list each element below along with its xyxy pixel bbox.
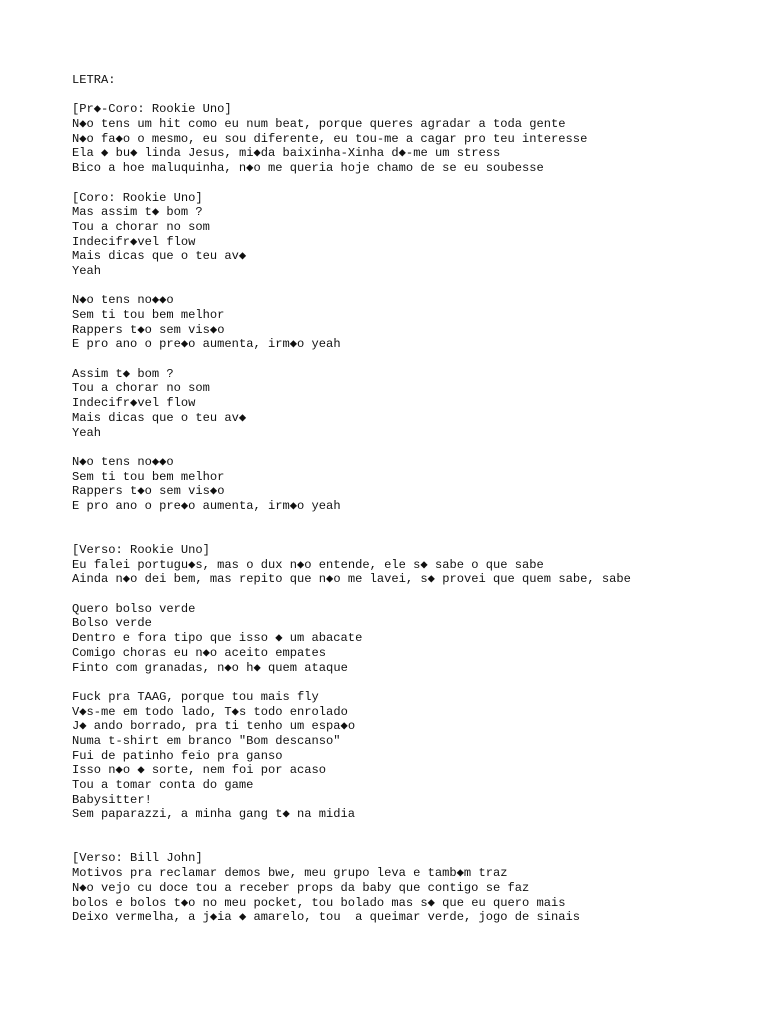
blank-line	[72, 279, 752, 294]
lyric-line: Rappers t◆o sem vis◆o	[72, 322, 225, 337]
section-header: [Verso: Rookie Uno]	[72, 543, 210, 557]
lyric-line: Eu falei portugu◆s, mas o dux n◆o entende, ele s◆ sabe o que sabe	[72, 557, 544, 572]
lyric-line: E pro ano o pre◆o aumenta, irm◆o yeah	[72, 337, 341, 352]
blank-line	[72, 440, 752, 455]
lyric-line: Rappers t◆o sem vis◆o	[72, 484, 225, 499]
lyric-line: J◆ ando borrado, pra ti tenho um espa◆o	[72, 719, 356, 734]
lyric-line: Quero bolso verde	[72, 601, 196, 616]
blank-line	[72, 352, 752, 367]
blank-line	[72, 837, 752, 852]
lyric-line: N◆o tens no◆◆o	[72, 454, 174, 469]
lyric-line: N◆o fa◆o o mesmo, eu sou diferente, eu tou-me a cagar pro teu interesse	[72, 131, 588, 146]
lyric-line: V◆s-me em todo lado, T◆s todo enrolado	[72, 704, 348, 719]
lyric-line: Tou a chorar no som	[72, 381, 210, 396]
lyric-line: Deixo vermelha, a j◆ia ◆ amarelo, tou a queimar verde, jogo de sinais	[72, 910, 581, 925]
blank-line	[72, 88, 752, 103]
lyric-line: Sem ti tou bem melhor	[72, 308, 225, 322]
lyric-line: N◆o vejo cu doce tou a receber props da baby que contigo se faz	[72, 880, 530, 895]
section-header: [Pr◆-Coro: Rookie Uno]	[72, 102, 232, 117]
lyric-line: Numa t-shirt em branco "Bom descanso"	[72, 733, 341, 748]
blank-line	[72, 528, 752, 543]
section-header: [Verso: Bill John]	[72, 851, 203, 866]
blank-line	[72, 822, 752, 837]
lyric-line: Fuck pra TAAG, porque tou mais fly	[72, 689, 319, 704]
blank-line	[72, 514, 752, 529]
lyric-line: Mais dicas que o teu av◆	[72, 249, 247, 264]
blank-line	[72, 675, 752, 690]
lyric-line: Ainda n◆o dei bem, mas repito que n◆o me lavei, s◆ provei que quem sabe, sabe	[72, 572, 631, 587]
lyric-line: Yeah	[72, 263, 102, 278]
lyric-line: Bico a hoe maluquinha, n◆o me queria hoje chamo de se eu soubesse	[72, 161, 544, 176]
lyric-line: Sem ti tou bem melhor	[72, 469, 225, 484]
lyrics-document	[72, 73, 752, 925]
lyric-line: Comigo choras eu n◆o aceito empates	[72, 645, 327, 660]
lyric-line: Indecifr◆vel flow	[72, 396, 196, 411]
lyric-line: bolos e bolos t◆o no meu pocket, tou bolado mas s◆ que eu quero mais	[72, 895, 566, 910]
lyric-line: Yeah	[72, 425, 102, 440]
lyric-line: Ela ◆ bu◆ linda Jesus, mi◆da baixinha-Xinha d◆-me um stress	[72, 146, 501, 161]
section-header: [Coro: Rookie Uno]	[72, 190, 203, 205]
lyric-line: Tou a tomar conta do game	[72, 778, 254, 792]
lyric-line: Tou a chorar no som	[72, 219, 210, 234]
blank-line	[72, 587, 752, 602]
lyric-line: Sem paparazzi, a minha gang t◆ na midia	[72, 807, 356, 822]
lyric-line: E pro ano o pre◆o aumenta, irm◆o yeah	[72, 498, 341, 513]
lyric-line: Motivos pra reclamar demos bwe, meu grupo leva e tamb◆m traz	[72, 866, 508, 881]
lyric-line: Dentro e fora tipo que isso ◆ um abacate	[72, 631, 363, 646]
lyric-line: Finto com granadas, n◆o h◆ quem ataque	[72, 660, 348, 675]
lyric-line: Fui de patinho feio pra ganso	[72, 748, 283, 763]
blank-line	[72, 176, 752, 191]
lyric-line: Bolso verde	[72, 616, 152, 631]
lyric-line: Mais dicas que o teu av◆	[72, 410, 247, 425]
lyric-line: Assim t◆ bom ?	[72, 366, 174, 381]
lyric-line: Babysitter!	[72, 792, 152, 807]
lyric-line: N◆o tens um hit como eu num beat, porque queres agradar a toda gente	[72, 117, 566, 132]
lyric-line: Mas assim t◆ bom ?	[72, 205, 203, 220]
lyric-line: Isso n◆o ◆ sorte, nem foi por acaso	[72, 763, 327, 778]
lyric-line: Indecifr◆vel flow	[72, 234, 196, 249]
section-header: LETRA:	[72, 73, 116, 87]
lyric-line: N◆o tens no◆◆o	[72, 293, 174, 308]
